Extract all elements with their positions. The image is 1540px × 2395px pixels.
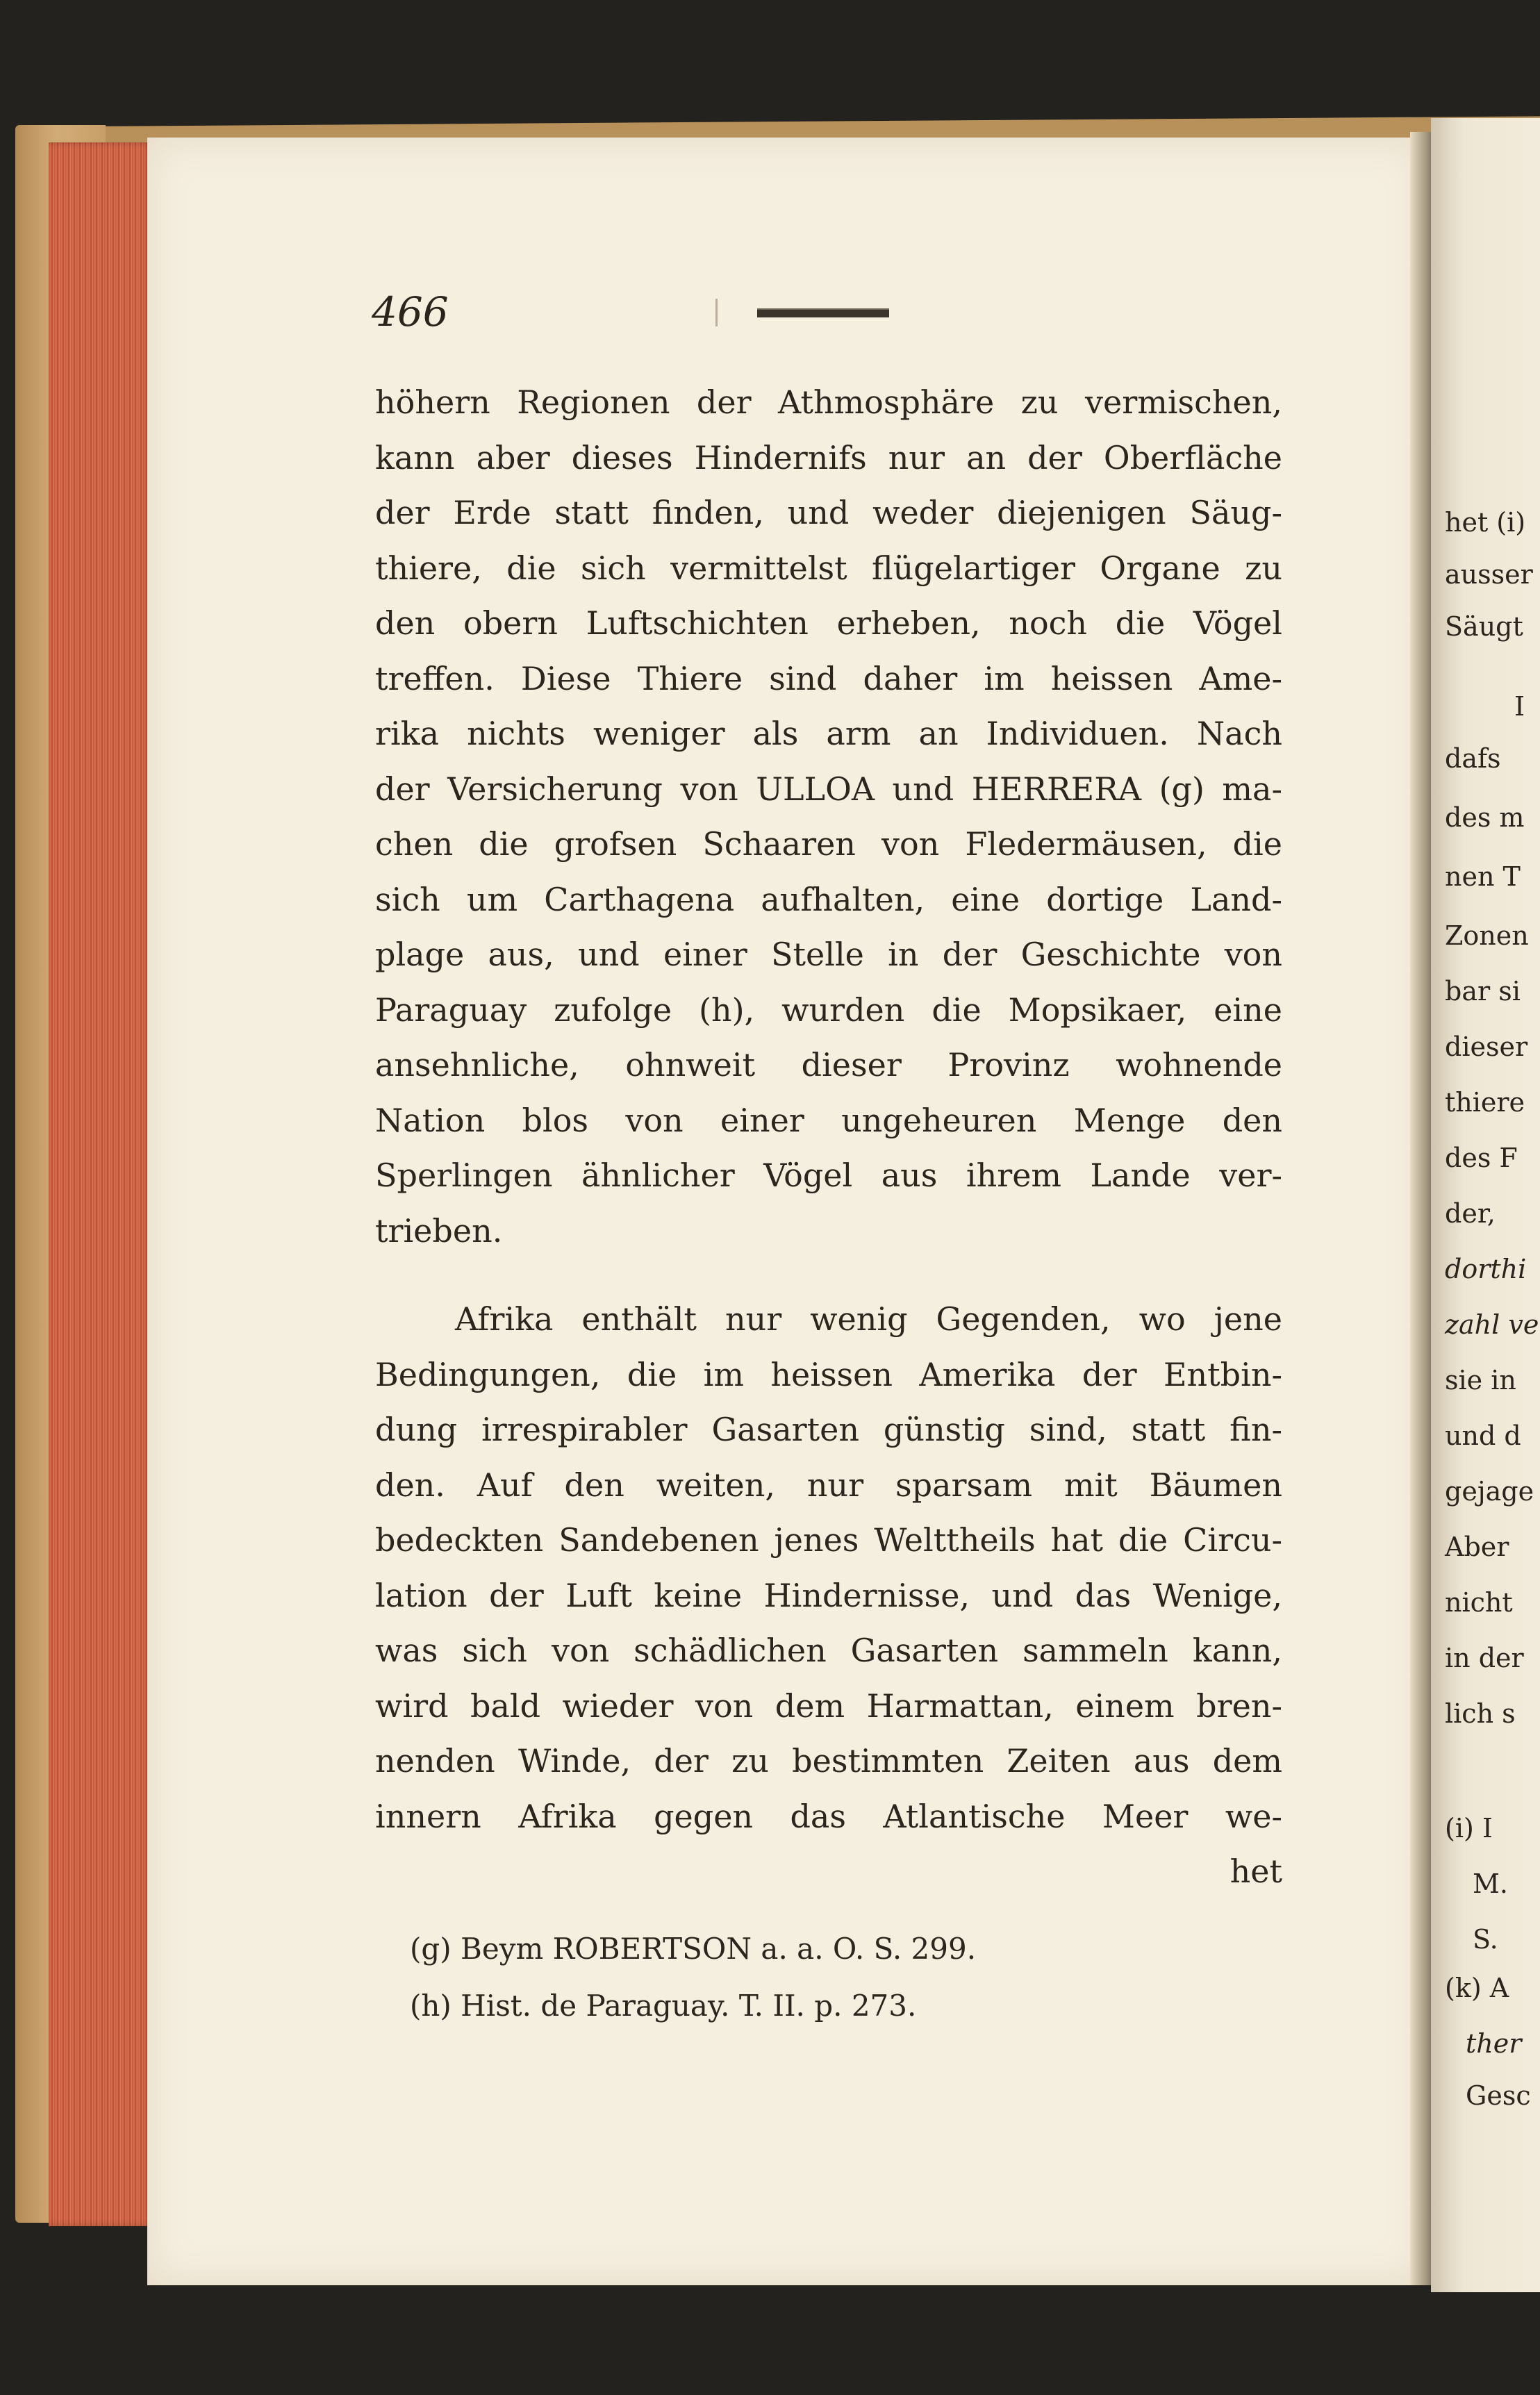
facing-page-fragment: der, <box>1445 1198 1496 1229</box>
footnotes <box>410 1921 976 2034</box>
text-line: wird bald wieder von dem Harmattan, einem bren- <box>375 1687 1282 1725</box>
text-line: ansehnliche, ohnweit dieser Provinz wohnende <box>375 1046 1282 1084</box>
facing-page-fragment: ther <box>1466 2028 1522 2059</box>
facing-page-fragment: dieser <box>1445 1031 1528 1062</box>
facing-page-fragment: bar si <box>1445 976 1521 1006</box>
text-line: Bedingungen, die im heissen Amerika der Entbin- <box>375 1355 1282 1393</box>
facing-page-fragment: dafs <box>1445 743 1501 774</box>
page-number: 466 <box>372 288 449 335</box>
text-line: thiere, die sich vermittelst flügelartiger Organe zu <box>375 549 1282 587</box>
text-line: Paraguay zufolge (h), wurden die Mopsikaer, eine <box>375 991 1282 1029</box>
facing-page-fragment: und d <box>1445 1420 1521 1451</box>
facing-page-fragment: Aber <box>1445 1532 1509 1562</box>
paragraph-2 <box>375 1292 1282 1900</box>
text-line: was sich von schädlichen Gasarten sammeln kann, <box>375 1632 1282 1669</box>
facing-page-fragment: des m <box>1445 802 1525 833</box>
facing-page-fragment: dorthi <box>1445 1254 1527 1284</box>
facing-page-fragment: (i) I <box>1445 1813 1493 1843</box>
header-rule <box>757 308 889 317</box>
text-line: Afrika enthält nur wenig Gegenden, wo jene <box>455 1300 1282 1338</box>
text-line: Nation blos von einer ungeheuren Menge den <box>375 1101 1282 1139</box>
header-mark <box>715 299 718 326</box>
facing-page-fragment: thiere <box>1445 1087 1525 1118</box>
text-line: höhern Regionen der Athmosphäre zu vermischen, <box>375 383 1282 421</box>
footnote-g: (g) Beym ROBERTSON a. a. O. S. 299. <box>410 1932 977 1966</box>
text-line: den obern Luftschichten erheben, noch die Vögel <box>375 604 1282 642</box>
facing-page-fragment: het (i) <box>1445 507 1526 538</box>
text-line: trieben. <box>375 1211 503 1250</box>
facing-page <box>1431 118 1540 2292</box>
text-line: chen die grofsen Schaaren von Fledermäusen, die <box>375 825 1282 863</box>
facing-page-fragment: Gesc <box>1466 2080 1531 2111</box>
text-line: lation der Luft keine Hindernisse, und das Wenige, <box>375 1576 1282 1614</box>
facing-page-fragment: des F <box>1445 1143 1518 1173</box>
footnote-h: (h) Hist. de Paraguay. T. II. p. 273. <box>410 1989 917 2023</box>
paragraph-1 <box>375 375 1282 1259</box>
facing-page-fragment: lich s <box>1445 1698 1516 1729</box>
page-edges <box>49 142 153 2226</box>
text-line: plage aus, und einer Stelle in der Geschichte von <box>375 936 1282 973</box>
facing-page-fragment: Zonen <box>1445 920 1529 951</box>
text-line: innern Afrika gegen das Atlantische Meer we- <box>375 1797 1282 1835</box>
facing-page-fragment: (k) A <box>1445 1973 1509 2003</box>
text-line: den. Auf den weiten, nur sparsam mit Bäumen <box>375 1466 1282 1504</box>
text-line: treffen. Diese Thiere sind daher im heissen Ame- <box>375 659 1282 697</box>
text-line: kann aber dieses Hindernifs nur an der Oberfläche <box>375 438 1282 476</box>
text-line: sich um Carthagena aufhalten, eine dortige Land- <box>375 880 1282 918</box>
text-line: der Erde statt finden, und weder diejenigen Säug- <box>375 494 1282 531</box>
text-line: rika nichts weniger als arm an Individuen. Nach <box>375 715 1282 752</box>
text-line: dung irrespirabler Gasarten günstig sind, statt fin- <box>375 1411 1282 1448</box>
facing-page-fragment: S. <box>1473 1924 1498 1955</box>
facing-page-fragment: ausser <box>1445 559 1533 590</box>
facing-page-fragment: gejage <box>1445 1476 1534 1507</box>
facing-page-fragment: I <box>1514 691 1525 722</box>
facing-page-fragment: sie in <box>1445 1365 1516 1395</box>
catchword: het <box>1229 1853 1282 1890</box>
facing-page-fragment: in der <box>1445 1643 1524 1673</box>
facing-page-fragment: nen T <box>1445 861 1521 892</box>
facing-page-fragment: Säugt <box>1445 611 1523 642</box>
text-line: nenden Winde, der zu bestimmten Zeiten aus dem <box>375 1742 1282 1780</box>
text-line: Sperlingen ähnlicher Vögel aus ihrem Lande ver- <box>375 1157 1282 1194</box>
text-line: der Versicherung von ULLOA und HERRERA (g) ma- <box>375 770 1282 808</box>
facing-page-fragment: M. <box>1473 1868 1508 1899</box>
facing-page-fragment: nicht <box>1445 1587 1513 1618</box>
facing-page-fragment: zahl ve <box>1445 1309 1539 1340</box>
text-line: bedeckten Sandebenen jenes Welttheils hat die Circu- <box>375 1521 1282 1559</box>
